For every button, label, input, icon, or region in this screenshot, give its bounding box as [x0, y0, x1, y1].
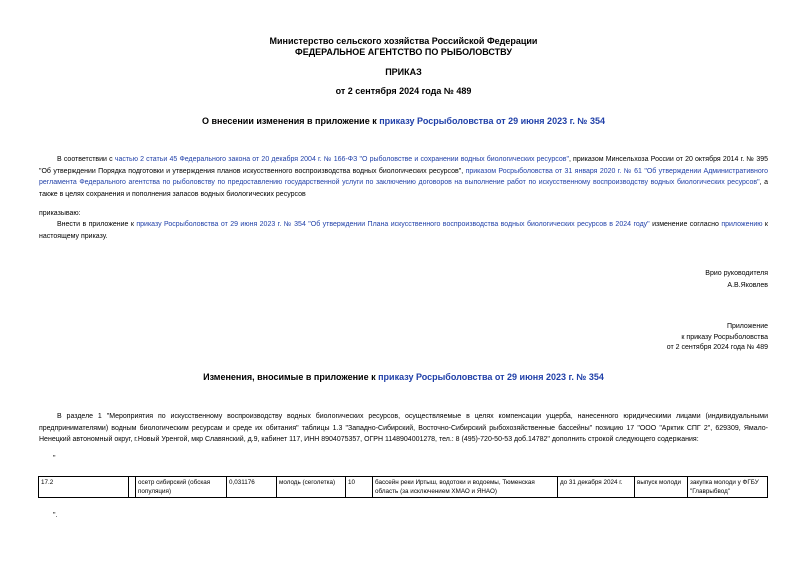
cell-stage: молодь (сеголетка) — [277, 477, 346, 498]
changes-paragraph: В разделе 1 "Мероприятия по искусственному воспроизводству водных биологических ресурсов, осуществляемые в целях компенсации ущерба, нанесенного юридическими лицами (индивидуальными предпринимателями) водным биологическим ресурсам и среде их обитания" таблицы 1.3 "Западно-Сибирский, Восточно-Сибирский рыбохозяйственные бассейны" позицию 17 "ООО "Арктик СПГ 2", 629309, Ямало-Ненецкий автономный округ, г.Новый Уренгой, мкр Славянский, д.9, кабинет 117, ИНН 8904075357, ОГРН 1148904001278, тел.: 8 (495)-720-50-53 доб.14782" дополнить строкой следующего содержания: — [39, 413, 768, 443]
preamble-link-law[interactable]: частью 2 статьи 45 Федерального закона от 20 декабря 2004 г. № 166-ФЗ "О рыболовстве и сохранении водных биологических ресурсов" — [114, 156, 569, 163]
changes-title-prefix: Изменения, вносимые в приложение к — [203, 372, 379, 382]
ministry-name: Министерство сельского хозяйства Российской Федерации — [269, 36, 538, 46]
preamble-text-1: В соответствии с — [57, 156, 115, 163]
preamble-link-order[interactable]: приказом Росрыболовства от 31 января 2020 г. № 61 "Об утверждении Административного регламента Федерального агентства по рыболовству по предоставлению государственной услуги по заключению договоров на выполнение работ по искусственному воспроизводству водных биологических ресурсов" — [39, 167, 768, 186]
preamble-text-2: , приказом Минсельхоза России от 20 октября 2014 г. № 395 "Об утверждении Порядка подготовки и утверждения планов искусственного воспроизводства водных биологических ресурсов", — [39, 156, 769, 175]
table-row — [39, 477, 768, 498]
cell-position-number: 17.2 — [39, 477, 129, 498]
clause-paragraph — [39, 219, 768, 242]
cell-method: закупка молоди у ФГБУ "Главрыбвод" — [688, 477, 768, 498]
quote-open: " — [53, 455, 56, 462]
preamble-text-3: , а также в целях сохранения и пополнения запасов водных биологических ресурсов — [39, 179, 768, 198]
cell-deadline: до 31 декабря 2024 г. — [558, 477, 635, 498]
clause-text-2: изменение согласно — [649, 221, 722, 228]
cell-weight: 10 — [346, 477, 373, 498]
signature-position: Врио руководителя — [705, 270, 768, 277]
cell-quantity: 0,031176 — [227, 477, 277, 498]
inserted-row-table — [38, 476, 768, 498]
agency-name: ФЕДЕРАЛЬНОЕ АГЕНТСТВО ПО РЫБОЛОВСТВУ — [295, 47, 512, 57]
clause-text-1: Внести в приложение к — [57, 221, 137, 228]
cell-species: осетр сибирский (обская популяция) — [136, 477, 227, 498]
preamble-paragraph — [39, 154, 768, 200]
doc-date-number: от 2 сентября 2024 года № 489 — [335, 86, 472, 96]
clause-text-3: к настоящему приказу. — [39, 221, 768, 240]
appendix-line-1: Приложение — [726, 323, 768, 330]
changes-title-link[interactable]: приказу Росрыболовства от 29 июня 2023 г. № 354 — [378, 372, 604, 382]
order-word: приказываю: — [39, 210, 81, 217]
appendix-line-3: от 2 сентября 2024 года № 489 — [666, 344, 768, 351]
doc-title — [0, 116, 807, 126]
quote-close: ". — [53, 512, 58, 519]
cell-activity: выпуск молоди — [635, 477, 688, 498]
clause-link-appendix[interactable]: приложению — [721, 221, 763, 228]
doc-type: ПРИКАЗ — [385, 67, 422, 77]
clause-link-order[interactable]: приказу Росрыболовства от 29 июня 2023 г. № 354 "Об утверждении Плана искусственного воспроизводства водных биологических ресурсов в 2024 году" — [136, 221, 650, 228]
cell-empty — [129, 477, 136, 498]
appendix-line-2: к приказу Росрыболовства — [681, 334, 768, 341]
cell-location: бассейн реки Иртыш, водотоки и водоемы, Тюменская область (за исключением ХМАО и ЯНАО) — [373, 477, 558, 498]
doc-title-link[interactable]: приказу Росрыболовства от 29 июня 2023 г. № 354 — [379, 116, 605, 126]
changes-title — [0, 372, 807, 382]
doc-title-prefix: О внесении изменения в приложение к — [202, 116, 380, 126]
signature-name: А.В.Яковлев — [727, 282, 768, 289]
